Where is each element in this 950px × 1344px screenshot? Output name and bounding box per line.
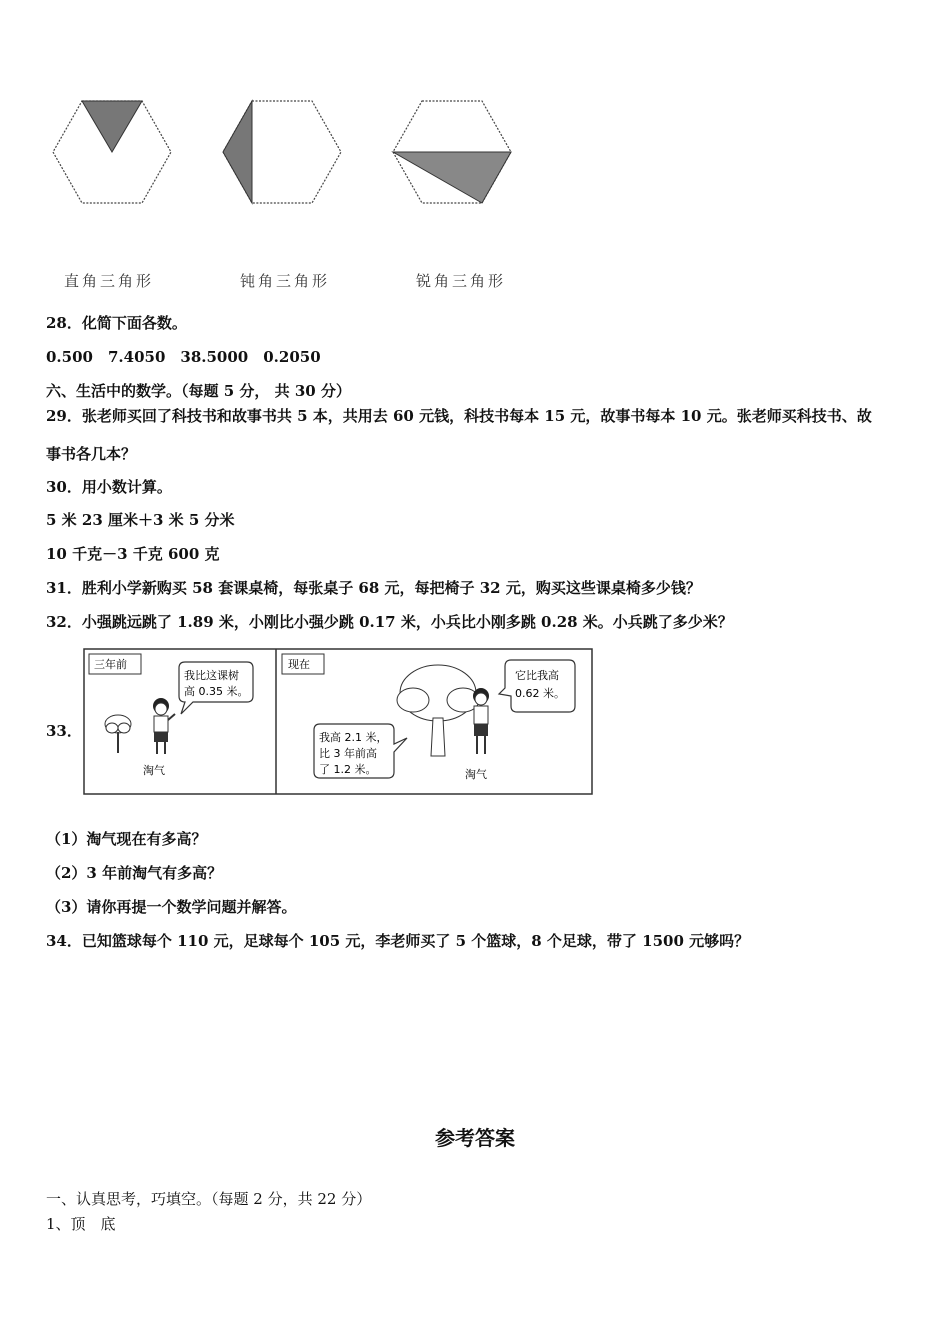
panel-2-bubble-right-line-1: 它比我高 bbox=[515, 669, 559, 682]
panel-1-tag: 三年前 bbox=[94, 658, 127, 671]
panel-2-name: 淘气 bbox=[465, 768, 487, 781]
panel-2-bubble-left-line-1: 我高 2.1 米， bbox=[319, 731, 388, 744]
panel-2-bubble-right-line-2: 0.62 米。 bbox=[515, 687, 565, 700]
question-33-comic bbox=[83, 648, 593, 795]
panel-1-bubble-line-2: 高 0.35 米。 bbox=[184, 685, 249, 698]
question-33-sub-1: （1）淘气现在有多高？ bbox=[46, 830, 207, 848]
question-33-sub-3: （3）请你再提一个数学问题并解答。 bbox=[46, 898, 297, 916]
caption-acute-triangle: 锐角三角形 bbox=[416, 272, 507, 290]
caption-obtuse-triangle: 钝角三角形 bbox=[240, 272, 331, 290]
panel-1-name: 淘气 bbox=[143, 764, 165, 777]
question-30: 30．用小数计算。 bbox=[46, 478, 172, 496]
answer-1: 1、顶 底 bbox=[46, 1215, 116, 1233]
answers-title: 参考答案 bbox=[435, 1126, 515, 1150]
question-29-line-1: 29．张老师买回了科技书和故事书共 5 本，共用去 60 元钱，科技书每本 15 元，故事书每本 10 元。张老师买科技书、故 bbox=[46, 407, 872, 425]
question-31: 31．胜利小学新购买 58 套课桌椅，每张桌子 68 元，每把椅子 32 元，购买这些课桌椅多少钱？ bbox=[46, 579, 701, 597]
question-34: 34．已知篮球每个 110 元，足球每个 105 元，李老师买了 5 个篮球，8 个足球，带了 1500 元够吗？ bbox=[46, 932, 750, 950]
panel-1-bubble-line-1: 我比这课树 bbox=[184, 669, 239, 682]
question-30-expression-2: 10 千克－3 千克 600 克 bbox=[46, 545, 220, 563]
panel-2-bubble-left-line-3: 了 1.2 米。 bbox=[319, 763, 377, 776]
question-32: 32．小强跳远跳了 1.89 米，小刚比小强少跳 0.17 米，小兵比小刚多跳 0.28 米。小兵跳了多少米？ bbox=[46, 613, 733, 631]
panel-2-bubble-left-line-2: 比 3 年前高 bbox=[319, 747, 377, 760]
question-29-line-2: 事书各几本？ bbox=[46, 445, 137, 463]
caption-right-triangle: 直角三角形 bbox=[64, 272, 155, 290]
section-6-heading: 六、生活中的数学。（每题 5 分， 共 30 分） bbox=[46, 382, 351, 400]
answers-section-1: 一、认真思考，巧填空。（每题 2 分，共 22 分） bbox=[46, 1190, 372, 1208]
question-30-expression-1: 5 米 23 厘米＋3 米 5 分米 bbox=[46, 511, 235, 529]
hexagon-figure-obtuse-triangle bbox=[220, 98, 344, 208]
question-33-number: 33． bbox=[46, 722, 82, 740]
hexagon-figure-right-triangle bbox=[50, 98, 174, 208]
panel-2-tag: 现在 bbox=[288, 658, 310, 671]
question-28: 28．化简下面各数。 bbox=[46, 314, 187, 332]
hexagon-figure-acute-triangle bbox=[390, 98, 514, 208]
question-33-sub-2: （2）3 年前淘气有多高？ bbox=[46, 864, 223, 882]
question-28-numbers: 0.500 7.4050 38.5000 0.2050 bbox=[46, 348, 321, 366]
